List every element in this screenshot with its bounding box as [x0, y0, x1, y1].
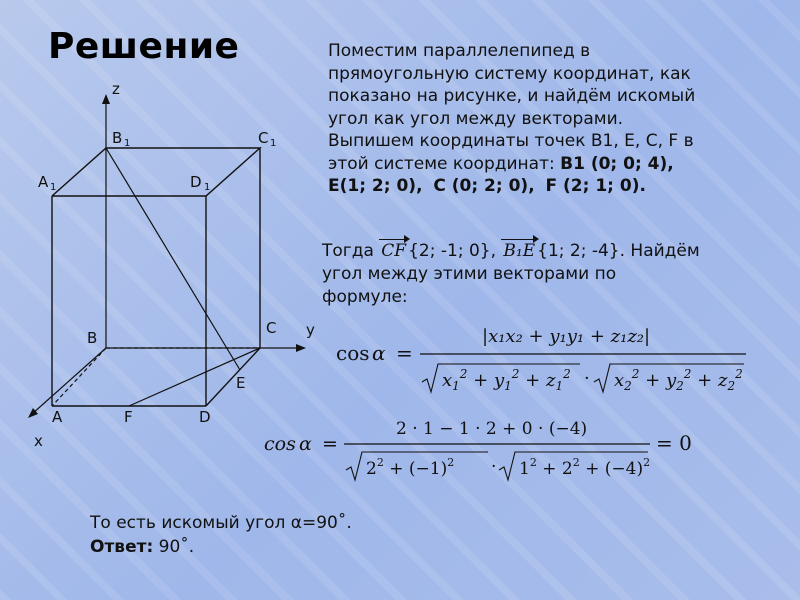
coords-line [328, 153, 783, 176]
label-f: F [124, 408, 133, 426]
sqrt-2-content: $1^2 + 2^2 + (-4)^2$ [519, 456, 651, 479]
result: = 0 [656, 431, 692, 455]
answer-line [90, 535, 352, 559]
x-axis [32, 348, 106, 414]
label-c1-sub: 1 [270, 138, 277, 149]
vector-cf-value: {2; -1; 0}, [408, 241, 496, 261]
label-z: z [112, 80, 120, 98]
formula-numerator: |x₁x₂ + y₁y₁ + z₁z₂| [482, 326, 651, 347]
label-a: A [52, 408, 63, 426]
vectors-line: формуле: [322, 287, 408, 307]
substituted-numerator: 2 · 1 − 1 · 2 + 0 · (−4) [396, 419, 588, 439]
substituted-formula [262, 410, 722, 490]
edge-dc [206, 348, 260, 406]
top-face [52, 148, 260, 196]
y-axis-arrow [296, 344, 306, 352]
label-c1: C [258, 129, 269, 147]
coords-e: E(1; 2; 0), [328, 176, 423, 196]
equals-sign: = [322, 433, 338, 455]
label-b: B [87, 329, 98, 347]
coords-b1: B1 (0; 0; 4), [560, 153, 674, 174]
answer-label: Ответ: [90, 537, 154, 557]
coords-prefix: этой системе координат: [328, 153, 561, 174]
slide-title: Решение [48, 26, 240, 67]
intro-line: прямоугольную систему координат, как [328, 63, 691, 84]
cos-label: cos [336, 341, 370, 365]
label-x: x [34, 432, 43, 450]
intro-line: Выпишем координаты точек B1, E, C, F в [328, 131, 694, 151]
conclusion-line: То есть искомый угол α=90˚. [90, 513, 352, 533]
label-e: E [236, 374, 246, 392]
cosine-formula [332, 310, 772, 400]
coords-c: C (0; 2; 0), [433, 176, 535, 196]
conclusion [90, 511, 352, 559]
vectors-line: угол между этими векторами по [322, 264, 617, 284]
intro-line: Поместим параллелепипед в [328, 41, 591, 61]
coords-line [328, 175, 783, 198]
label-b1-sub: 1 [124, 138, 131, 149]
vector-cf: CF [381, 241, 407, 261]
then-word: Тогда [322, 241, 374, 261]
vectors-paragraph [322, 240, 782, 309]
intro-paragraph [328, 40, 783, 198]
vector-b1e: B₁E [503, 241, 536, 261]
label-d1: D [190, 173, 202, 191]
sqrt-2-content: $x_2^2 + y_2^2 + z_2^2$ [614, 367, 743, 393]
label-d1-sub: 1 [204, 182, 211, 193]
coords-f: F (2; 1; 0). [545, 176, 646, 196]
label-a1: A [38, 173, 49, 191]
segment-b1e [106, 148, 240, 370]
dot-operator: · [584, 368, 590, 389]
parallelepiped-figure [0, 80, 340, 450]
alpha-symbol: α [299, 433, 312, 455]
vectors-line [322, 240, 782, 263]
intro-line: угол как угол между векторами. [328, 108, 624, 129]
edge-ba [52, 348, 106, 406]
cos-label: cos [264, 433, 296, 455]
vector-b1e-value: {1; 2; -4}. Найдём [537, 241, 700, 261]
label-c: C [266, 319, 277, 337]
label-y: y [306, 321, 315, 339]
label-b1: B [112, 129, 123, 147]
equals-sign: = [396, 341, 413, 365]
dot-operator: · [491, 457, 497, 477]
label-a1-sub: 1 [50, 182, 57, 193]
answer-value: 90˚. [153, 537, 195, 557]
sqrt-1-content: $2^2 + (-1)^2$ [366, 456, 455, 479]
z-axis-arrow [102, 94, 110, 104]
sqrt-1-content: $x_1^2 + y_1^2 + z_1^2$ [442, 367, 571, 393]
intro-line: показано на рисунке, и найдём искомый [328, 86, 696, 106]
alpha-symbol: α [372, 341, 386, 365]
label-d: D [199, 408, 211, 426]
